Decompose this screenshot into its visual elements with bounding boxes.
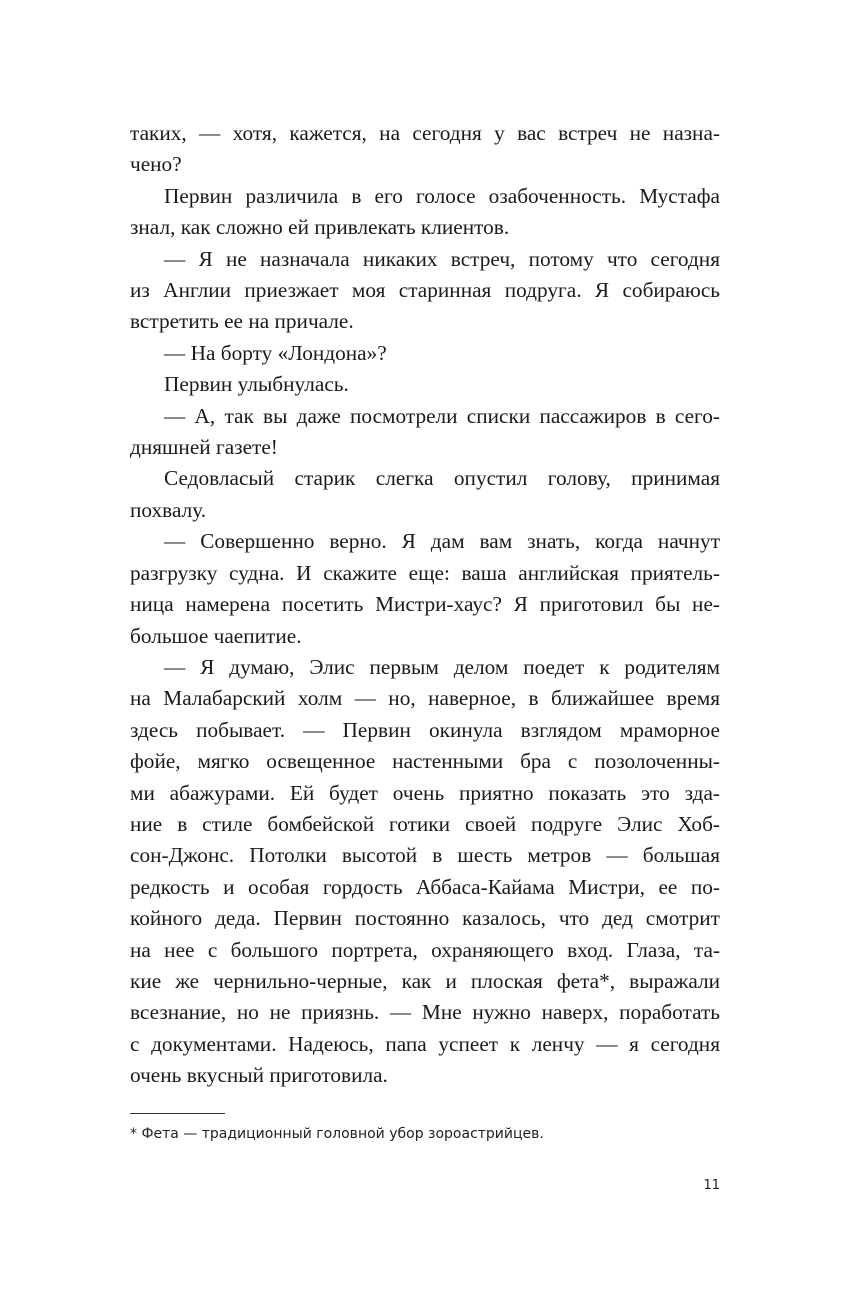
text-line: сон-Джонс. Потолки высотой в шесть метров — большая <box>130 843 720 868</box>
footnote-divider <box>130 1113 225 1114</box>
text-line: кие же чернильно-черные, как и плоская фета*, выражали <box>130 968 720 993</box>
text-line: всезнание, но не приязнь. — Мне нужно наверх, поработать <box>130 1000 720 1025</box>
text-line: ние в стиле бомбейской готики своей подруге Элис Хоб- <box>130 811 720 836</box>
text-line: Седовласый старик слегка опустил голову, принимая <box>164 466 720 491</box>
page-number: 11 <box>703 1178 720 1193</box>
text-line: большое чаепитие. <box>130 623 302 648</box>
body-text <box>130 118 720 1092</box>
text-line: знал, как сложно ей привлекать клиентов. <box>130 215 510 240</box>
text-line: — Я думаю, Элис первым делом поедет к родителям <box>164 654 720 679</box>
footnote: * Фета — традиционный головной убор зороастрийцев. <box>130 1126 544 1142</box>
text-line: — На борту «Лондона»? <box>164 340 387 365</box>
text-line: койного деда. Первин постоянно казалось, что дед смотрит <box>130 906 720 931</box>
text-line: Первин различила в его голосе озабоченность. Мустафа <box>164 183 720 208</box>
text-line: здесь побывает. — Первин окинула взглядом мраморное <box>130 717 720 742</box>
text-line: дняшней газете! <box>130 435 278 460</box>
text-line: с документами. Надеюсь, папа успеет к ленчу — я сегодня <box>130 1031 720 1056</box>
text-line: на Малабарский холм — но, наверное, в ближайшее время <box>130 686 720 711</box>
text-line: встретить ее на причале. <box>130 309 354 334</box>
text-line: чено? <box>130 152 182 177</box>
text-line: — Я не назначала никаких встреч, потому что сегодня <box>164 246 720 271</box>
text-line: на нее с большого портрета, охраняющего вход. Глаза, та- <box>130 937 720 962</box>
text-line: — Совершенно верно. Я дам вам знать, когда начнут <box>164 529 720 554</box>
text-line: — А, так вы даже посмотрели списки пассажиров в сего- <box>164 403 720 428</box>
text-line: очень вкусный приготовила. <box>130 1063 388 1088</box>
text-line: Первин улыбнулась. <box>164 372 349 397</box>
text-line: ница намерена посетить Мистри-хаус? Я приготовил бы не- <box>130 592 720 617</box>
text-line: разгрузку судна. И скажите еще: ваша английская приятель- <box>130 560 720 585</box>
text-line: редкость и особая гордость Аббаса-Кайама Мистри, ее по- <box>130 874 720 899</box>
text-line: ми абажурами. Ей будет очень приятно показать это зда- <box>130 780 720 805</box>
text-line: фойе, мягко освещенное настенными бра с позолоченны- <box>130 749 720 774</box>
text-line: таких, — хотя, кажется, на сегодня у вас встреч не назна- <box>130 121 720 145</box>
text-line: из Англии приезжает моя старинная подруга. Я собираюсь <box>130 278 720 303</box>
text-line: похвалу. <box>130 497 207 522</box>
